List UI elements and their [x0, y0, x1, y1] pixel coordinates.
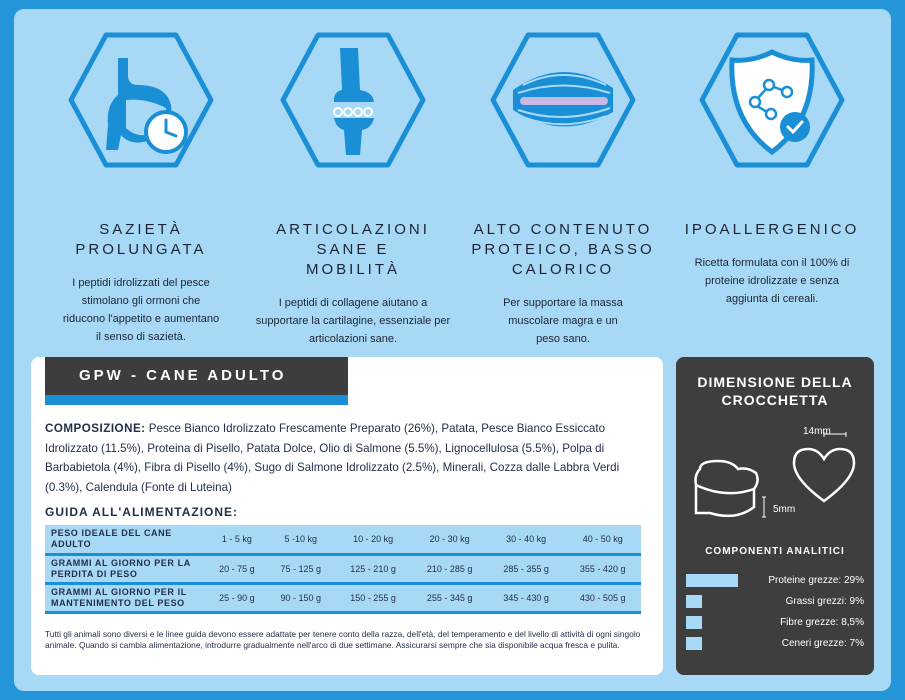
feature-title: ALTO CONTENUTO PROTEICO, BASSO CALORICO: [471, 221, 655, 278]
kibble-size-icon: [676, 429, 874, 539]
feature-description: I peptidi idrolizzati del pesce stimolano gli ormoni che riducono l'appetito e aumentano il senso di sazietà.: [62, 277, 220, 343]
table-cell: 1 - 5 kg: [207, 525, 267, 554]
table-cell: 5 -10 kg: [267, 525, 335, 554]
feature-description: Ricetta formulata con il 100% di proteine idrolizzate e senza aggiunta di cereali.: [694, 257, 850, 305]
table-cell: 255 - 345 g: [411, 583, 488, 612]
composition-value: Pesce Bianco Idrolizzato Frescamente Preparato (26%), Patata, Pesce Bianco Essiccato Idrolizzato (11.5%), Proteina di Pisello, Patata Dolce, Olio di Salmone (5.5%), Lignocellulosa (5.5%), Polpa di Barbabietola (4%), Fibra di Pisello (4%), Sugo di Salmone Idrolizzato (2.5%), Minerali, Cozza dalle Labbra Verdi (0.3%), Calendula (Fonte di Luteina): [45, 422, 620, 494]
table-cell: 90 - 150 g: [267, 583, 335, 612]
banner-underline: [45, 395, 348, 405]
table-cell: 40 - 50 kg: [564, 525, 641, 554]
table-cell: 125 - 210 g: [335, 554, 412, 583]
feature-joints: [248, 30, 458, 348]
feature-description: Per supportare la massa muscolare magra e un peso sano.: [503, 297, 623, 345]
analytic-bar: [686, 616, 702, 629]
feature-satiety: [36, 30, 246, 346]
table-row: [45, 525, 641, 554]
table-cell: 10 - 20 kg: [335, 525, 412, 554]
table-cell: 355 - 420 g: [564, 554, 641, 583]
feature-description: I peptidi di collagene aiutano a supportare la cartilagine, essenziale per articolazioni sane.: [255, 297, 451, 345]
table-row: [45, 583, 641, 612]
kibble-title: DIMENSIONE DELLA CROCCHETTA: [697, 374, 853, 408]
composition-text: [45, 419, 655, 497]
analytic-bar: [686, 637, 702, 650]
analytic-label: Proteine grezze: 29%: [768, 575, 864, 586]
analytic-bar: [686, 574, 738, 587]
table-cell: 30 - 40 kg: [488, 525, 565, 554]
feature-title: SAZIETÀ PROLUNGATA: [75, 221, 207, 258]
kibble-height: 5mm: [773, 504, 796, 515]
table-cell: 345 - 430 g: [488, 583, 565, 612]
analytic-label: Fibre grezze: 8,5%: [780, 617, 864, 628]
table-cell: 25 - 90 g: [207, 583, 267, 612]
stomach-clock-icon: [66, 30, 216, 170]
feature-title: ARTICOLAZIONI SANE E MOBILITÀ: [276, 221, 430, 278]
table-row: [45, 554, 641, 583]
row-header: GRAMMI AL GIORNO PER IL MANTENIMENTO DEL PESO: [45, 583, 207, 612]
table-cell: 210 - 285 g: [411, 554, 488, 583]
row-header: PESO IDEALE DEL CANE ADULTO: [45, 525, 207, 554]
feeding-note: Tutti gli animali sono diversi e le linee guida devono essere adattate per tenere conto della razza, dell'età, del temperamento e del livello di attività di ogni singolo animale. Quando si cambia alimentazione, introdurre gradualmente nell'arco di due settimane. Assicurarsi sempre che sia disponibile acqua fresca e pulita.: [45, 629, 641, 650]
feature-protein: [458, 30, 668, 348]
table-cell: 430 - 505 g: [564, 583, 641, 612]
analytic-label: Grassi grezzi: 9%: [785, 596, 864, 607]
table-cell: 150 - 255 g: [335, 583, 412, 612]
table-cell: 20 - 30 kg: [411, 525, 488, 554]
analytic-label: Ceneri grezze: 7%: [781, 638, 864, 649]
kibble-width: 14mm: [803, 426, 831, 437]
feeding-guide-title: GUIDA ALL'ALIMENTAZIONE:: [45, 505, 239, 519]
analytics-title: COMPONENTI ANALITICI: [705, 546, 845, 557]
muscle-fiber-icon: [488, 30, 638, 170]
product-card: [31, 357, 663, 675]
product-name: GPW - CANE ADULTO: [45, 357, 348, 395]
table-cell: 285 - 355 g: [488, 554, 565, 583]
table-cell: 20 - 75 g: [207, 554, 267, 583]
table-cell: 75 - 125 g: [267, 554, 335, 583]
knee-joint-icon: [278, 30, 428, 170]
feature-hypoallergenic: [667, 30, 877, 308]
feature-title: IPOALLERGENICO: [684, 221, 860, 238]
feeding-table: [45, 525, 641, 614]
row-header: GRAMMI AL GIORNO PER LA PERDITA DI PESO: [45, 554, 207, 583]
shield-molecule-icon: [697, 30, 847, 170]
kibble-card: [676, 357, 874, 675]
composition-label: COMPOSIZIONE:: [45, 422, 146, 435]
analytic-bar: [686, 595, 702, 608]
